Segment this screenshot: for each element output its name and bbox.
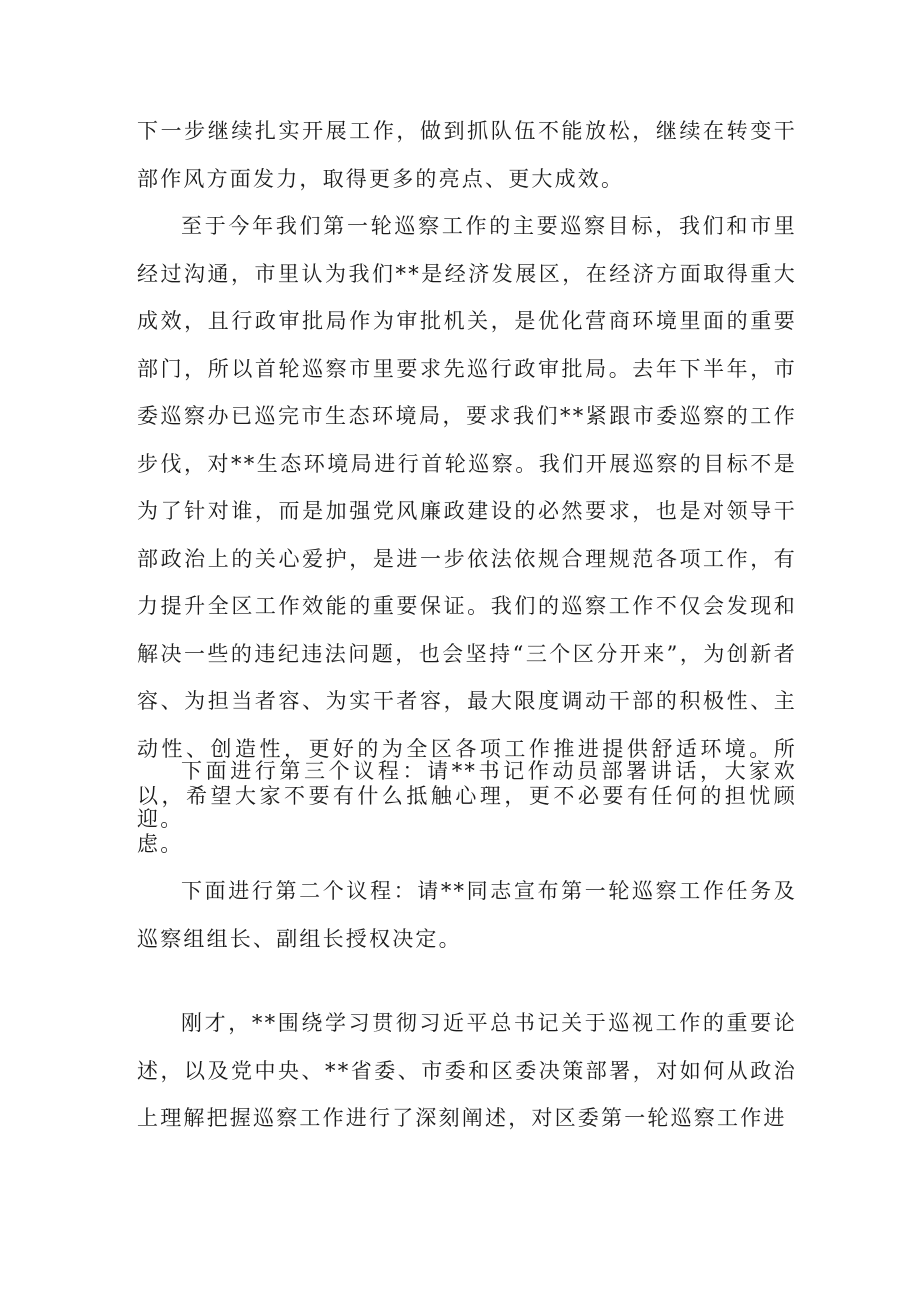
paragraph-4: 下面进行第三个议程：请**书记作动员部署讲话，大家欢迎。 [137,759,797,831]
paragraph-2: 至于今年我们第一轮巡察工作的主要巡察目标，我们和市里经过沟通，市里认为我们**是经济发展区，在经济方面取得重大成效，且行政审批局作为审批机关，是优化营商环境里面的重要部门，所以首轮巡察市里要求先巡行政审批局。去年下半年，市委巡察办已巡完市生态环境局，要求我们**紧跟市委巡察的工作步伐，对**生态环境局进行首轮巡察。我们开展巡察的目标不是为了针对谁，而是加强党风廉政建设的必然要求，也是对领导干部政治上的关心爱护，是进一步依法依规合理规范各项工作，有力提升全区工作效能的重要保证。我们的巡察工作不仅会发现和解决一些的违纪违法问题，也会坚持“三个区分开来”，为创新者容、为担当者容、为实干者容，最大限度调动干部的积极性、主动性、创造性，更好的为全区各项工作推进提供舒适环境。所以，希望大家不要有什么抵触心理，更不必要有任何的担忧顾虑。 [137,214,797,856]
paragraph-5: 刚才，**围绕学习贯彻习近平总书记关于巡视工作的重要论述，以及党中央、**省委、市委和区委决策部署，对如何从政治上理解把握巡察工作进行了深刻阐述，对区委第一轮巡察工作进 [137,1011,797,1130]
text-block-agenda-3 [137,748,797,843]
paragraph-3: 下面进行第二个议程：请**同志宣布第一轮巡察工作任务及巡察组组长、副组长授权决定。 [137,879,797,951]
paragraph-1: 下一步继续扎实开展工作，做到抓队伍不能放松，继续在转变干部作风方面发力，取得更多的亮点、更大成效。 [137,119,797,191]
text-block-closing [137,1000,797,1143]
